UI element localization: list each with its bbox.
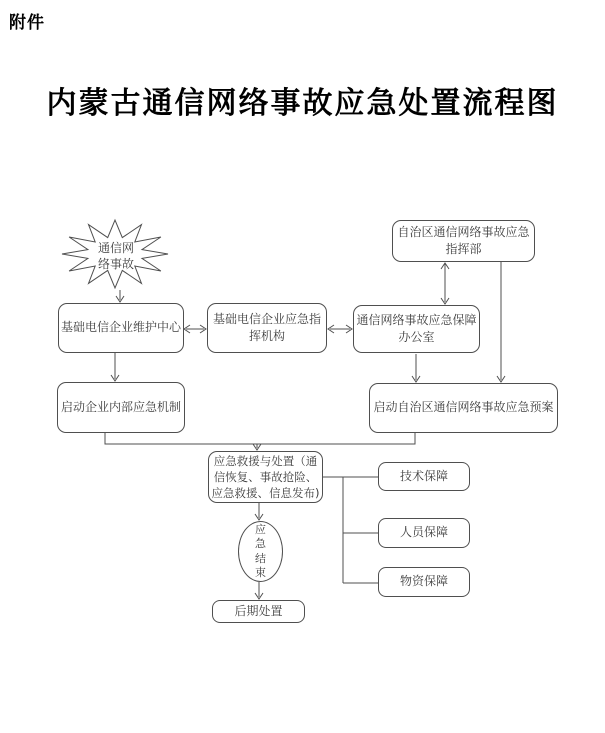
node-support-office: [353, 305, 480, 353]
node-label: 自治区通信网络事故应急指挥部: [397, 224, 530, 256]
node-enterprise-command: [207, 303, 327, 353]
node-label: 应急结束: [255, 522, 266, 579]
node-label: 技术保障: [399, 468, 448, 483]
node-rescue-disposal: [208, 451, 323, 503]
node-personnel-support: [378, 518, 470, 548]
node-tech-support: [378, 462, 470, 491]
node-region-plan: [369, 383, 558, 433]
node-label: 物资保障: [399, 574, 448, 589]
node-label: 启动自治区通信网络事故应急预案: [373, 400, 554, 415]
node-incident-starburst: 通信网络事故: [97, 241, 134, 272]
node-label: 应急救援与处置（通信恢复、事故抢险、应急救援、信息发布): [211, 453, 320, 501]
node-internal-mechanism: [57, 382, 185, 433]
node-label: 通信网络事故应急保障办公室: [356, 312, 477, 344]
node-label: 人员保障: [399, 525, 448, 540]
node-material-support: [378, 567, 470, 597]
node-post-disposal: [212, 600, 305, 623]
node-label: 基础电信企业应急指挥机构: [212, 311, 321, 343]
page-title: 内蒙古通信网络事故应急处置流程图: [46, 86, 559, 121]
node-maintenance-center: [58, 303, 184, 353]
node-label: 启动企业内部应急机制: [60, 399, 181, 414]
node-label: 基础电信企业维护中心: [60, 320, 181, 335]
node-region-headquarters: [392, 220, 535, 262]
elbow-connector: [105, 433, 415, 444]
node-label: 后期处置: [234, 603, 283, 618]
attachment-label: 附件: [9, 13, 45, 33]
node-emergency-end: [238, 521, 283, 582]
